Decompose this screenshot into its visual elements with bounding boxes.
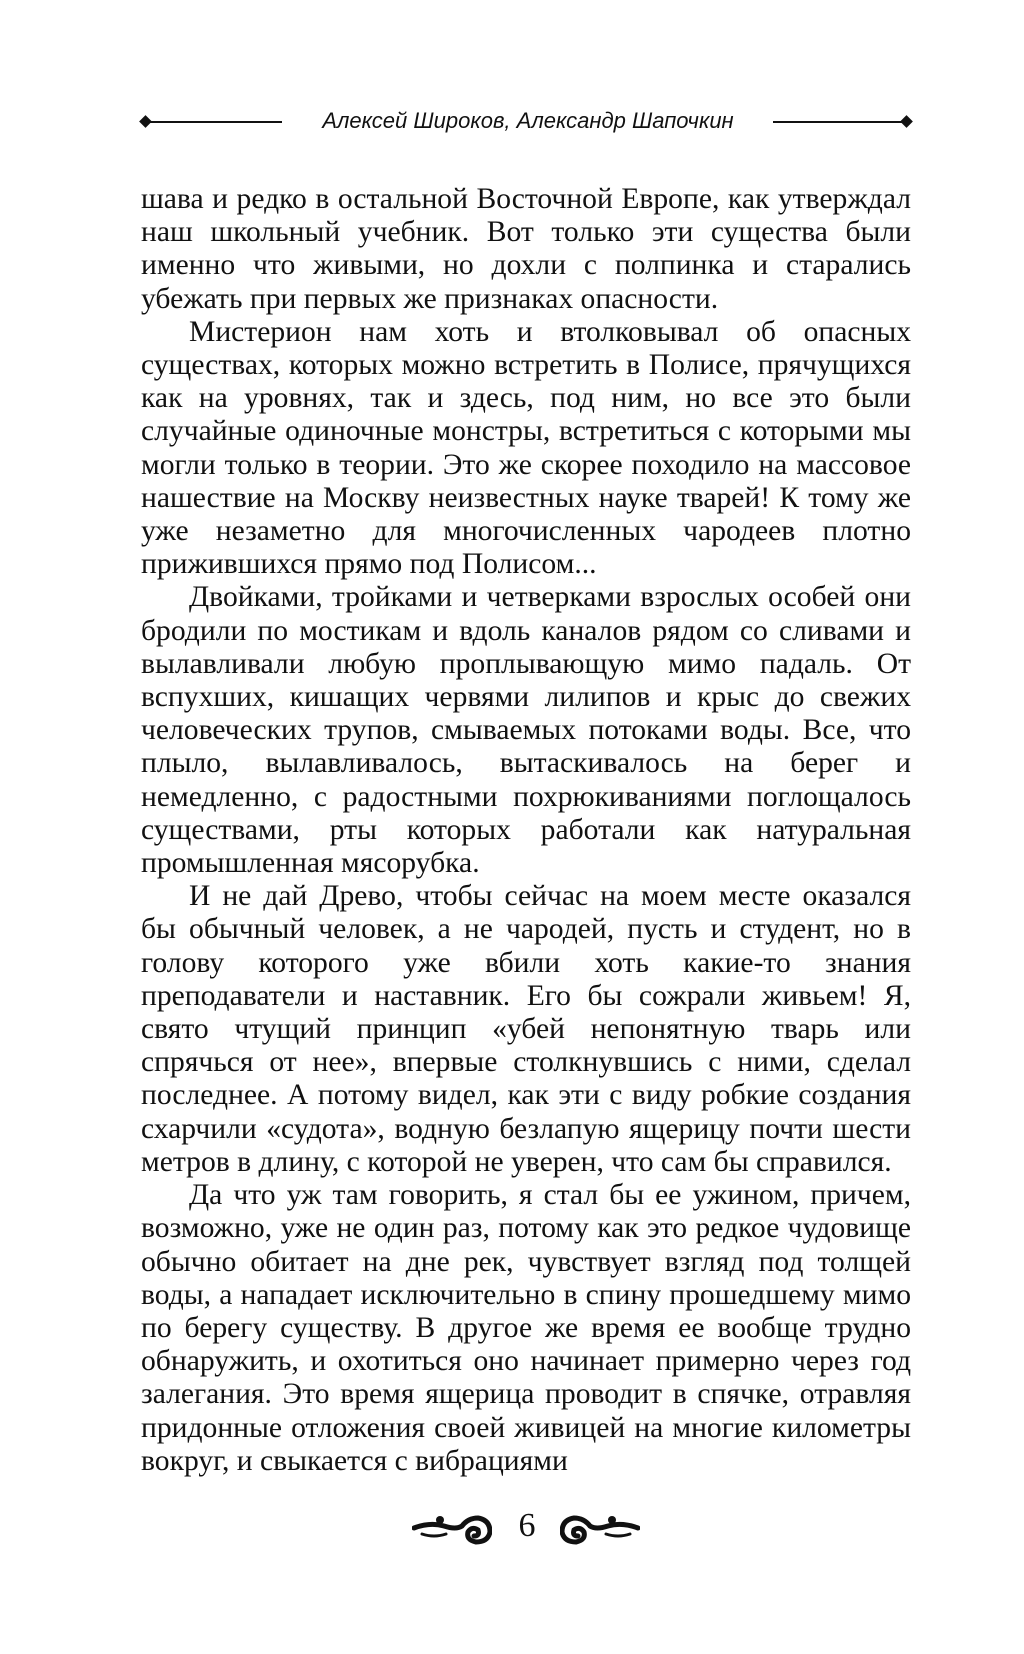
paragraph: И не дай Древо, чтобы сейчас на моем месте оказался бы обычный человек, а не чародей, пусть и студент, но в голову которого уже вбили хоть какие-то знания преподаватели и наставник. Его бы сожрали живьем! Я, свято чтущий принцип «убей непонятную тварь или спрячься от нее», впервые столкнувшись с ними, сделал последнее. А потому видел, как эти с виду робкие создания схарчили «судота», водную безлапую ящерицу почти шести метров в длину, с которой не уверен, что сам бы справился.: [141, 880, 911, 1178]
body-text: [141, 183, 911, 1478]
running-title: Алексей Широков, Александр Шапочкин: [322, 108, 734, 133]
paragraph: Мистерион нам хоть и втолковывал об опасных существах, которых можно встретить в Полисе, прячущихся как на уровнях, так и здесь, под ним, но все это были случайные одиночные монстры, встретиться с которыми мы могли только в теории. Это же скорее походило на массовое нашествие на Москву неизвестных науке тварей! К тому же уже незаметно для многочисленных чародеев плотно прижившихся прямо под Полисом...: [141, 315, 911, 581]
rule-end-ornament: [900, 115, 913, 128]
paragraph: шава и редко в остальной Восточной Европе, как утверждал наш школьный учебник. Вот только эти существа были именно что живыми, но дохли с полпинка и старались убежать при первых же признаках опасности.: [141, 183, 911, 315]
page-number: 6: [518, 1507, 536, 1544]
header-rule-left: [145, 121, 282, 123]
left-swirl-ornament-icon: [412, 1508, 492, 1548]
paragraph: Двойками, тройками и четверками взрослых особей они бродили по мостикам и вдоль каналов рядом со сливами и вылавливали любую проплывающую мимо падаль. От вспухших, кишащих червями лилипов и крыс до свежих человеческих трупов, смываемых потоками воды. Все, что плыло, вылавливалось, вытаскивалось на берег и немедленно, с радостными похрюкиваниями поглощалось существами, рты которых работали как натуральная промышленная мясорубка.: [141, 581, 911, 880]
header-rule-right: [773, 121, 907, 123]
paragraph: Да что уж там говорить, я стал бы ее ужином, причем, возможно, уже не один раз, потому как это редкое чудовище обычно обитает на дне рек, чувствует взгляд под толщей воды, а нападает исключительно в спину прошедшему мимо по берегу существу. В другое же время ее вообще трудно обнаружить, и охотиться оно начинает примерно через год залегания. Это время ящерица проводит в спячке, отравляя придонные отложения своей живицей на многие километры вокруг, и свыкается с вибрациями: [141, 1179, 911, 1477]
running-head: [139, 101, 913, 141]
folio: [412, 1502, 642, 1562]
right-swirl-ornament-icon: [560, 1508, 640, 1548]
